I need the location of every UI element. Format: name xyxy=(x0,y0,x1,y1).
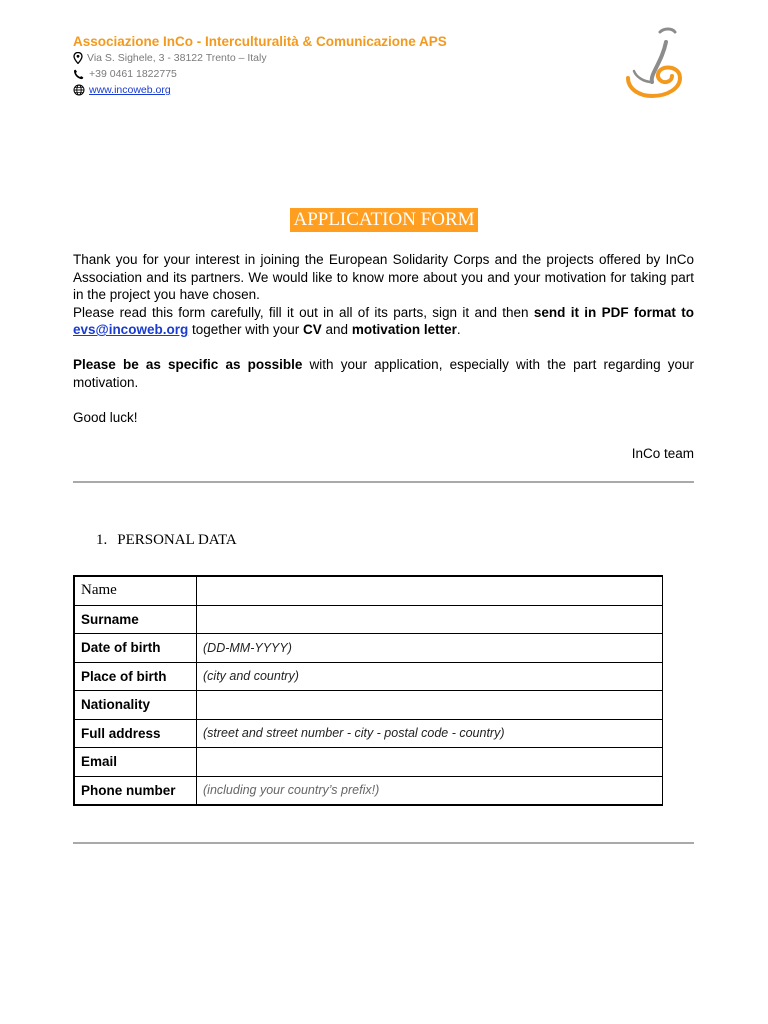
location-pin-icon xyxy=(73,52,83,64)
specific-bold: Please be as specific as possible xyxy=(73,357,303,372)
motivation-letter-bold: motivation letter xyxy=(351,322,457,337)
instruction-end: . xyxy=(456,322,461,337)
form-title-wrap xyxy=(0,208,768,232)
table-row xyxy=(74,634,663,663)
table-row xyxy=(74,691,663,720)
row-label: Phone number xyxy=(74,776,197,805)
phone-line xyxy=(73,68,177,80)
table-row xyxy=(74,748,663,777)
email-link[interactable]: evs@incoweb.org xyxy=(73,322,189,337)
inco-logo-icon xyxy=(622,26,686,100)
row-label: Name xyxy=(74,576,197,605)
phone-number-input-cell[interactable]: (including your country’s prefix!) xyxy=(197,776,663,805)
row-label: Email xyxy=(74,748,197,777)
intro-paragraph-1: Thank you for your interest in joining the European Solidarity Corps and the projects offered by InCo Association and its partners. We would like to know more about you and your motivation for taking part in the project you have chosen. xyxy=(73,252,694,302)
intro-text xyxy=(73,251,694,426)
surname-input-cell[interactable] xyxy=(197,605,663,634)
org-name: Associazione InCo - Interculturalità & Comunicazione APS xyxy=(73,34,447,49)
address-text: Via S. Sighele, 3 - 38122 Trento – Italy xyxy=(87,52,267,64)
row-label: Surname xyxy=(74,605,197,634)
globe-icon xyxy=(73,84,85,96)
instruction-text: Please read this form carefully, fill it out in all of its parts, sign it and then xyxy=(73,304,534,320)
instruction-text-2: together with your xyxy=(188,322,304,337)
table-row xyxy=(74,605,663,634)
form-title: APPLICATION FORM xyxy=(290,208,477,232)
phone-icon xyxy=(73,69,85,80)
divider-bottom xyxy=(73,842,694,844)
section-heading xyxy=(96,532,237,549)
row-label: Nationality xyxy=(74,691,197,720)
divider-top xyxy=(73,481,694,483)
instruction-text-3: and xyxy=(321,322,352,337)
full-address-input-cell[interactable]: (street and street number - city - postal code - country) xyxy=(197,719,663,748)
name-input-cell[interactable] xyxy=(197,576,663,605)
section-number: 1. xyxy=(96,532,108,548)
row-label: Full address xyxy=(74,719,197,748)
table-row xyxy=(74,662,663,691)
specific-text: with your application, especially with the part regarding your motivation. xyxy=(73,357,694,390)
website-link[interactable]: www.incoweb.org xyxy=(89,84,171,96)
table-row xyxy=(74,776,663,805)
cv-bold: CV xyxy=(303,322,322,337)
personal-data-table xyxy=(73,575,663,806)
intro-paragraph-2 xyxy=(73,304,694,339)
email-input-cell[interactable] xyxy=(197,748,663,777)
section-title: PERSONAL DATA xyxy=(117,532,237,548)
table-row xyxy=(74,576,663,605)
good-luck: Good luck! xyxy=(73,409,138,425)
website-line xyxy=(73,84,171,96)
row-label: Date of birth xyxy=(74,634,197,663)
date-of-birth-input-cell[interactable]: (DD-MM-YYYY) xyxy=(197,634,663,663)
nationality-input-cell[interactable] xyxy=(197,691,663,720)
signoff: InCo team xyxy=(631,446,694,461)
phone-text: +39 0461 1822775 xyxy=(89,68,177,80)
place-of-birth-input-cell[interactable]: (city and country) xyxy=(197,662,663,691)
address-line xyxy=(73,52,267,64)
instruction-bold: send it in PDF format to xyxy=(533,304,694,320)
row-label: Place of birth xyxy=(74,662,197,691)
table-row xyxy=(74,719,663,748)
intro-paragraph-3 xyxy=(73,356,694,391)
